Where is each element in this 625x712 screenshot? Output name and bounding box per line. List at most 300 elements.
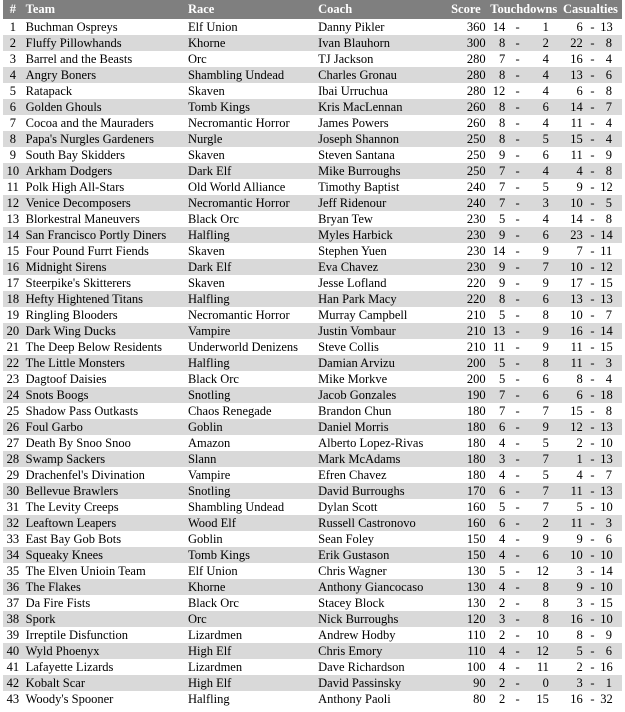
casualties-for-cell: 10 bbox=[559, 259, 585, 275]
rank-cell: 41 bbox=[6, 660, 20, 674]
team-cell: Ringling Blooders bbox=[25, 308, 118, 322]
rank-cell: 30 bbox=[3, 483, 23, 499]
casualties-separator: - bbox=[590, 180, 595, 194]
coach-cell: Timothy Baptist bbox=[318, 180, 400, 194]
race-cell: Tomb Kings bbox=[188, 547, 318, 563]
header-casualties: Casualties bbox=[559, 0, 622, 19]
coach-cell: Erik Gustason bbox=[318, 547, 443, 563]
casualties-separator: - bbox=[585, 547, 601, 563]
touchdowns-for-cell: 14 bbox=[492, 20, 506, 34]
coach-cell: Dave Richardson bbox=[318, 660, 405, 674]
team-cell: Woody's Spooner bbox=[25, 692, 114, 706]
touchdowns-separator: - bbox=[515, 628, 520, 642]
casualties-against-cell: 9 bbox=[605, 148, 612, 162]
table-row bbox=[3, 275, 622, 291]
race-cell: Skaven bbox=[187, 276, 225, 290]
race-cell: Goblin bbox=[187, 532, 223, 546]
casualties-for-cell: 10 bbox=[570, 308, 583, 322]
team-cell: Drachenfel's Divination bbox=[25, 468, 145, 482]
touchdowns-separator: - bbox=[515, 404, 520, 418]
coach-cell: Chris Emory bbox=[318, 643, 443, 659]
casualties-separator: - bbox=[590, 372, 595, 386]
table-row bbox=[3, 675, 622, 691]
race-cell: Amazon bbox=[187, 436, 231, 450]
team-cell: Fluffy Pillowhands bbox=[23, 35, 188, 51]
race-cell: Slann bbox=[188, 451, 318, 467]
team-cell: The Elven Unioin Team bbox=[25, 564, 146, 578]
table-row bbox=[3, 211, 622, 227]
team-cell: South Bay Skidders bbox=[25, 148, 125, 162]
coach-cell: Daniel Morris bbox=[318, 419, 443, 435]
score-cell: 300 bbox=[443, 35, 488, 51]
score-cell: 120 bbox=[443, 611, 488, 627]
table-row bbox=[3, 595, 622, 611]
casualties-against-cell: 10 bbox=[600, 547, 622, 563]
team-cell: Death By Snoo Snoo bbox=[25, 436, 131, 450]
race-cell: Necromantic Horror bbox=[187, 308, 290, 322]
touchdowns-for-cell: 12 bbox=[492, 84, 506, 98]
casualties-for-cell: 11 bbox=[570, 340, 583, 354]
casualties-for-cell: 6 bbox=[559, 387, 585, 403]
rank-cell: 19 bbox=[6, 308, 20, 322]
coach-cell: David Passinsky bbox=[318, 675, 443, 691]
casualties-for-cell: 16 bbox=[559, 611, 585, 627]
touchdowns-against-cell: 7 bbox=[542, 404, 549, 418]
casualties-separator: - bbox=[590, 468, 595, 482]
touchdowns-separator: - bbox=[507, 67, 528, 83]
team-cell: The Deep Below Residents bbox=[25, 340, 163, 354]
casualties-against-cell: 15 bbox=[600, 596, 613, 610]
score-cell: 230 bbox=[466, 212, 486, 226]
touchdowns-for-cell: 11 bbox=[493, 340, 506, 354]
race-cell: Wood Elf bbox=[188, 515, 318, 531]
casualties-for-cell: 11 bbox=[559, 483, 585, 499]
score-cell: 260 bbox=[443, 99, 488, 115]
touchdowns-against-cell: 5 bbox=[542, 436, 549, 450]
casualties-against-cell: 18 bbox=[600, 387, 622, 403]
casualties-against-cell: 4 bbox=[605, 52, 612, 66]
score-cell: 230 bbox=[466, 244, 486, 258]
touchdowns-against-cell: 11 bbox=[536, 660, 549, 674]
touchdowns-against-cell: 4 bbox=[542, 116, 549, 130]
coach-cell: Jacob Gonzales bbox=[318, 387, 443, 403]
table-row bbox=[3, 467, 622, 483]
team-cell: Ratapack bbox=[25, 84, 73, 98]
rank-cell: 42 bbox=[3, 675, 23, 691]
table-row bbox=[3, 307, 622, 323]
team-cell: Lafayette Lizards bbox=[25, 660, 114, 674]
team-cell: Four Pound Furrt Fiends bbox=[25, 244, 149, 258]
casualties-for-cell: 4 bbox=[559, 163, 585, 179]
table-row bbox=[3, 515, 622, 531]
score-cell: 230 bbox=[443, 259, 488, 275]
table-row bbox=[3, 99, 622, 115]
casualties-separator: - bbox=[585, 227, 601, 243]
table-row bbox=[3, 643, 622, 659]
coach-cell: Russell Castronovo bbox=[318, 515, 443, 531]
touchdowns-against-cell: 1 bbox=[542, 20, 549, 34]
touchdowns-for-cell: 8 bbox=[498, 116, 506, 130]
touchdowns-against-cell: 7 bbox=[528, 483, 559, 499]
team-cell: Dark Wing Ducks bbox=[23, 323, 188, 339]
casualties-against-cell: 12 bbox=[600, 259, 622, 275]
header-touchdowns: Touchdowns bbox=[489, 0, 559, 19]
header-score: Score bbox=[443, 0, 488, 19]
casualties-separator: - bbox=[590, 276, 595, 290]
casualties-separator: - bbox=[585, 259, 601, 275]
casualties-for-cell: 16 bbox=[559, 323, 585, 339]
coach-cell: Alberto Lopez-Rivas bbox=[318, 436, 424, 450]
casualties-against-cell: 6 bbox=[600, 643, 622, 659]
race-cell: Necromantic Horror bbox=[187, 116, 290, 130]
rank-cell: 31 bbox=[6, 500, 20, 514]
race-cell: Tomb Kings bbox=[188, 99, 318, 115]
casualties-separator: - bbox=[585, 451, 601, 467]
score-cell: 210 bbox=[466, 340, 486, 354]
touchdowns-separator: - bbox=[515, 148, 520, 162]
coach-cell: Kris MacLennan bbox=[318, 99, 443, 115]
touchdowns-against-cell: 8 bbox=[542, 596, 549, 610]
touchdowns-separator: - bbox=[515, 532, 520, 546]
casualties-for-cell: 3 bbox=[576, 564, 583, 578]
score-cell: 250 bbox=[466, 148, 486, 162]
table-row bbox=[3, 499, 622, 515]
touchdowns-separator: - bbox=[507, 323, 528, 339]
rank-cell: 35 bbox=[6, 564, 20, 578]
touchdowns-for-cell: 4 bbox=[498, 660, 506, 674]
coach-cell: Jesse Lofland bbox=[318, 276, 387, 290]
table-row bbox=[3, 243, 622, 259]
team-cell: Barrel and the Beasts bbox=[25, 52, 133, 66]
casualties-separator: - bbox=[590, 244, 595, 258]
casualties-against-cell: 1 bbox=[600, 675, 622, 691]
score-cell: 170 bbox=[443, 483, 488, 499]
rank-cell: 14 bbox=[3, 227, 23, 243]
casualties-against-cell: 16 bbox=[600, 660, 613, 674]
race-cell: Nurgle bbox=[188, 131, 318, 147]
casualties-separator: - bbox=[585, 291, 601, 307]
touchdowns-against-cell: 5 bbox=[542, 180, 549, 194]
race-cell: Vampire bbox=[187, 468, 231, 482]
coach-cell: Jeff Ridenour bbox=[318, 195, 443, 211]
coach-cell: Mike Morkve bbox=[318, 372, 388, 386]
score-cell: 220 bbox=[443, 291, 488, 307]
casualties-separator: - bbox=[590, 660, 595, 674]
score-cell: 210 bbox=[443, 323, 488, 339]
race-cell: Black Orc bbox=[187, 596, 239, 610]
team-cell: Arkham Dodgers bbox=[23, 163, 188, 179]
touchdowns-against-cell: 6 bbox=[528, 387, 559, 403]
touchdowns-separator: - bbox=[515, 372, 520, 386]
casualties-separator: - bbox=[585, 387, 601, 403]
team-cell: The Levity Creeps bbox=[25, 500, 119, 514]
table-row bbox=[3, 51, 622, 67]
touchdowns-for-cell: 2 bbox=[498, 692, 506, 706]
table-row bbox=[3, 371, 622, 387]
race-cell: Elf Union bbox=[187, 564, 238, 578]
touchdowns-against-cell: 4 bbox=[528, 163, 559, 179]
casualties-against-cell: 8 bbox=[600, 35, 622, 51]
race-cell: Orc bbox=[188, 611, 318, 627]
rank-cell: 7 bbox=[9, 116, 16, 130]
casualties-for-cell: 14 bbox=[559, 99, 585, 115]
touchdowns-separator: - bbox=[507, 355, 528, 371]
touchdowns-for-cell: 3 bbox=[489, 611, 508, 627]
touchdowns-against-cell: 12 bbox=[528, 643, 559, 659]
touchdowns-for-cell: 13 bbox=[489, 323, 508, 339]
race-cell: Dark Elf bbox=[188, 163, 318, 179]
touchdowns-for-cell: 7 bbox=[489, 387, 508, 403]
touchdowns-against-cell: 4 bbox=[542, 212, 549, 226]
table-row bbox=[3, 227, 622, 243]
casualties-for-cell: 15 bbox=[570, 404, 583, 418]
rank-cell: 36 bbox=[3, 579, 23, 595]
rank-cell: 39 bbox=[6, 628, 20, 642]
casualties-separator: - bbox=[585, 611, 601, 627]
rank-cell: 8 bbox=[3, 131, 23, 147]
touchdowns-against-cell: 9 bbox=[528, 419, 559, 435]
table-row bbox=[3, 19, 622, 35]
touchdowns-against-cell: 8 bbox=[542, 308, 549, 322]
table-row bbox=[3, 195, 622, 211]
casualties-separator: - bbox=[590, 148, 595, 162]
race-cell: Khorne bbox=[188, 579, 318, 595]
casualties-against-cell: 10 bbox=[600, 611, 622, 627]
touchdowns-for-cell: 4 bbox=[498, 532, 506, 546]
score-cell: 190 bbox=[443, 387, 488, 403]
table-row bbox=[3, 179, 622, 195]
header-coach: Coach bbox=[318, 0, 443, 19]
coach-cell: Sean Foley bbox=[318, 532, 375, 546]
casualties-for-cell: 7 bbox=[576, 244, 583, 258]
touchdowns-separator: - bbox=[515, 500, 520, 514]
team-cell: Polk High All-Stars bbox=[25, 180, 125, 194]
team-cell: Steerpike's Skitterers bbox=[25, 276, 131, 290]
touchdowns-for-cell: 5 bbox=[498, 564, 506, 578]
table-row bbox=[3, 323, 622, 339]
touchdowns-separator: - bbox=[515, 84, 520, 98]
race-cell: Shambling Undead bbox=[188, 67, 318, 83]
table-row bbox=[3, 259, 622, 275]
touchdowns-against-cell: 3 bbox=[528, 195, 559, 211]
table-row bbox=[3, 403, 622, 419]
score-cell: 220 bbox=[466, 276, 486, 290]
casualties-for-cell: 4 bbox=[576, 468, 583, 482]
race-cell: Lizardmen bbox=[187, 660, 243, 674]
casualties-separator: - bbox=[585, 195, 601, 211]
touchdowns-for-cell: 8 bbox=[489, 67, 508, 83]
touchdowns-against-cell: 2 bbox=[528, 35, 559, 51]
race-cell: Skaven bbox=[187, 244, 225, 258]
touchdowns-for-cell: 7 bbox=[498, 180, 506, 194]
coach-cell: Brandon Chun bbox=[318, 404, 392, 418]
table-row bbox=[3, 563, 622, 579]
casualties-for-cell: 14 bbox=[570, 212, 583, 226]
coach-cell: Danny Pikler bbox=[318, 20, 385, 34]
rank-cell: 24 bbox=[3, 387, 23, 403]
touchdowns-separator: - bbox=[515, 692, 520, 706]
touchdowns-against-cell: 0 bbox=[528, 675, 559, 691]
casualties-for-cell: 1 bbox=[559, 451, 585, 467]
casualties-against-cell: 15 bbox=[600, 276, 613, 290]
coach-cell: Bryan Tew bbox=[318, 212, 373, 226]
table-row bbox=[3, 83, 622, 99]
touchdowns-against-cell: 9 bbox=[542, 244, 549, 258]
casualties-for-cell: 5 bbox=[559, 643, 585, 659]
rank-cell: 21 bbox=[6, 340, 20, 354]
rank-cell: 33 bbox=[6, 532, 20, 546]
touchdowns-separator: - bbox=[515, 180, 520, 194]
score-cell: 150 bbox=[443, 547, 488, 563]
touchdowns-against-cell: 9 bbox=[542, 532, 549, 546]
team-cell: Foul Garbo bbox=[23, 419, 188, 435]
rank-cell: 38 bbox=[3, 611, 23, 627]
score-cell: 180 bbox=[443, 419, 488, 435]
header-rank: # bbox=[3, 0, 23, 19]
team-cell: Da Fire Fists bbox=[25, 596, 91, 610]
coach-cell: Anthony Paoli bbox=[318, 692, 391, 706]
team-cell: The Little Monsters bbox=[23, 355, 188, 371]
casualties-against-cell: 8 bbox=[600, 163, 622, 179]
touchdowns-for-cell: 4 bbox=[498, 468, 506, 482]
score-cell: 90 bbox=[443, 675, 488, 691]
coach-cell: Murray Campbell bbox=[318, 308, 408, 322]
coach-cell: Ibai Urruchua bbox=[318, 84, 388, 98]
touchdowns-for-cell: 14 bbox=[492, 244, 506, 258]
casualties-separator: - bbox=[590, 308, 595, 322]
coach-cell: Mark McAdams bbox=[318, 451, 443, 467]
team-cell: Hefty Hightened Titans bbox=[23, 291, 188, 307]
team-cell: Wyld Phoenyx bbox=[23, 643, 188, 659]
casualties-against-cell: 13 bbox=[600, 291, 622, 307]
rank-cell: 28 bbox=[3, 451, 23, 467]
score-cell: 180 bbox=[466, 404, 486, 418]
race-cell: Khorne bbox=[188, 35, 318, 51]
touchdowns-separator: - bbox=[515, 436, 520, 450]
touchdowns-separator: - bbox=[507, 163, 528, 179]
casualties-for-cell: 23 bbox=[559, 227, 585, 243]
touchdowns-separator: - bbox=[507, 35, 528, 51]
casualties-for-cell: 2 bbox=[576, 660, 583, 674]
rank-cell: 23 bbox=[6, 372, 20, 386]
touchdowns-against-cell: 6 bbox=[528, 291, 559, 307]
table-row bbox=[3, 435, 622, 451]
standings-body bbox=[3, 19, 622, 707]
rank-cell: 4 bbox=[3, 67, 23, 83]
race-cell: High Elf bbox=[188, 643, 318, 659]
touchdowns-separator: - bbox=[515, 596, 520, 610]
casualties-against-cell: 10 bbox=[600, 500, 613, 514]
casualties-for-cell: 10 bbox=[559, 547, 585, 563]
team-cell: Snots Boogs bbox=[23, 387, 188, 403]
rank-cell: 15 bbox=[6, 244, 20, 258]
casualties-separator: - bbox=[590, 564, 595, 578]
touchdowns-for-cell: 4 bbox=[498, 436, 506, 450]
touchdowns-against-cell: 6 bbox=[528, 547, 559, 563]
touchdowns-for-cell: 7 bbox=[498, 52, 506, 66]
touchdowns-for-cell: 5 bbox=[498, 308, 506, 322]
coach-cell: Efren Chavez bbox=[318, 468, 387, 482]
touchdowns-separator: - bbox=[515, 276, 520, 290]
touchdowns-for-cell: 5 bbox=[498, 372, 506, 386]
rank-cell: 37 bbox=[6, 596, 20, 610]
score-cell: 280 bbox=[466, 52, 486, 66]
race-cell: Halfling bbox=[188, 227, 318, 243]
touchdowns-against-cell: 9 bbox=[542, 340, 549, 354]
coach-cell: Anthony Giancocaso bbox=[318, 579, 443, 595]
touchdowns-for-cell: 5 bbox=[498, 212, 506, 226]
casualties-for-cell: 11 bbox=[570, 148, 583, 162]
touchdowns-against-cell: 8 bbox=[528, 611, 559, 627]
race-cell: Lizardmen bbox=[187, 628, 243, 642]
rank-cell: 12 bbox=[3, 195, 23, 211]
team-cell: Angry Boners bbox=[23, 67, 188, 83]
touchdowns-separator: - bbox=[507, 451, 528, 467]
touchdowns-against-cell: 2 bbox=[528, 515, 559, 531]
casualties-for-cell: 8 bbox=[576, 372, 583, 386]
touchdowns-for-cell: 9 bbox=[498, 276, 506, 290]
table-row bbox=[3, 67, 622, 83]
rank-cell: 10 bbox=[3, 163, 23, 179]
rank-cell: 17 bbox=[6, 276, 20, 290]
coach-cell: Dylan Scott bbox=[318, 500, 378, 514]
race-cell: Skaven bbox=[187, 84, 225, 98]
score-cell: 180 bbox=[466, 436, 486, 450]
touchdowns-separator: - bbox=[507, 675, 528, 691]
touchdowns-separator: - bbox=[507, 227, 528, 243]
casualties-separator: - bbox=[585, 67, 601, 83]
race-cell: Orc bbox=[187, 52, 207, 66]
casualties-separator: - bbox=[585, 99, 601, 115]
team-cell: Venice Decomposers bbox=[23, 195, 188, 211]
casualties-against-cell: 5 bbox=[600, 195, 622, 211]
touchdowns-for-cell: 7 bbox=[489, 195, 508, 211]
casualties-for-cell: 11 bbox=[559, 355, 585, 371]
touchdowns-for-cell: 6 bbox=[489, 515, 508, 531]
casualties-separator: - bbox=[585, 131, 601, 147]
race-cell: Vampire bbox=[188, 323, 318, 339]
team-cell: The Flakes bbox=[23, 579, 188, 595]
touchdowns-against-cell: 6 bbox=[542, 372, 549, 386]
coach-cell: TJ Jackson bbox=[318, 52, 374, 66]
race-cell: Necromantic Horror bbox=[188, 195, 318, 211]
score-cell: 360 bbox=[466, 20, 486, 34]
team-cell: Shadow Pass Outkasts bbox=[25, 404, 139, 418]
team-cell: Dagtoof Daisies bbox=[25, 372, 107, 386]
race-cell: Halfling bbox=[187, 692, 230, 706]
team-cell: Bellevue Brawlers bbox=[23, 483, 188, 499]
rank-cell: 25 bbox=[6, 404, 20, 418]
touchdowns-for-cell: 3 bbox=[489, 451, 508, 467]
touchdowns-for-cell: 9 bbox=[498, 148, 506, 162]
standings-table bbox=[3, 0, 622, 707]
touchdowns-separator: - bbox=[507, 259, 528, 275]
score-cell: 280 bbox=[466, 84, 486, 98]
casualties-against-cell: 13 bbox=[600, 20, 613, 34]
coach-cell: Justin Vombaur bbox=[318, 323, 443, 339]
touchdowns-against-cell: 10 bbox=[536, 628, 549, 642]
casualties-separator: - bbox=[590, 84, 595, 98]
casualties-for-cell: 5 bbox=[576, 500, 583, 514]
casualties-separator: - bbox=[585, 419, 601, 435]
race-cell: Snotling bbox=[188, 387, 318, 403]
score-cell: 250 bbox=[443, 163, 488, 179]
casualties-against-cell: 8 bbox=[605, 212, 612, 226]
casualties-against-cell: 3 bbox=[600, 515, 622, 531]
coach-cell: Chris Wagner bbox=[318, 564, 387, 578]
coach-cell: Mike Burroughs bbox=[318, 163, 443, 179]
rank-cell: 40 bbox=[3, 643, 23, 659]
